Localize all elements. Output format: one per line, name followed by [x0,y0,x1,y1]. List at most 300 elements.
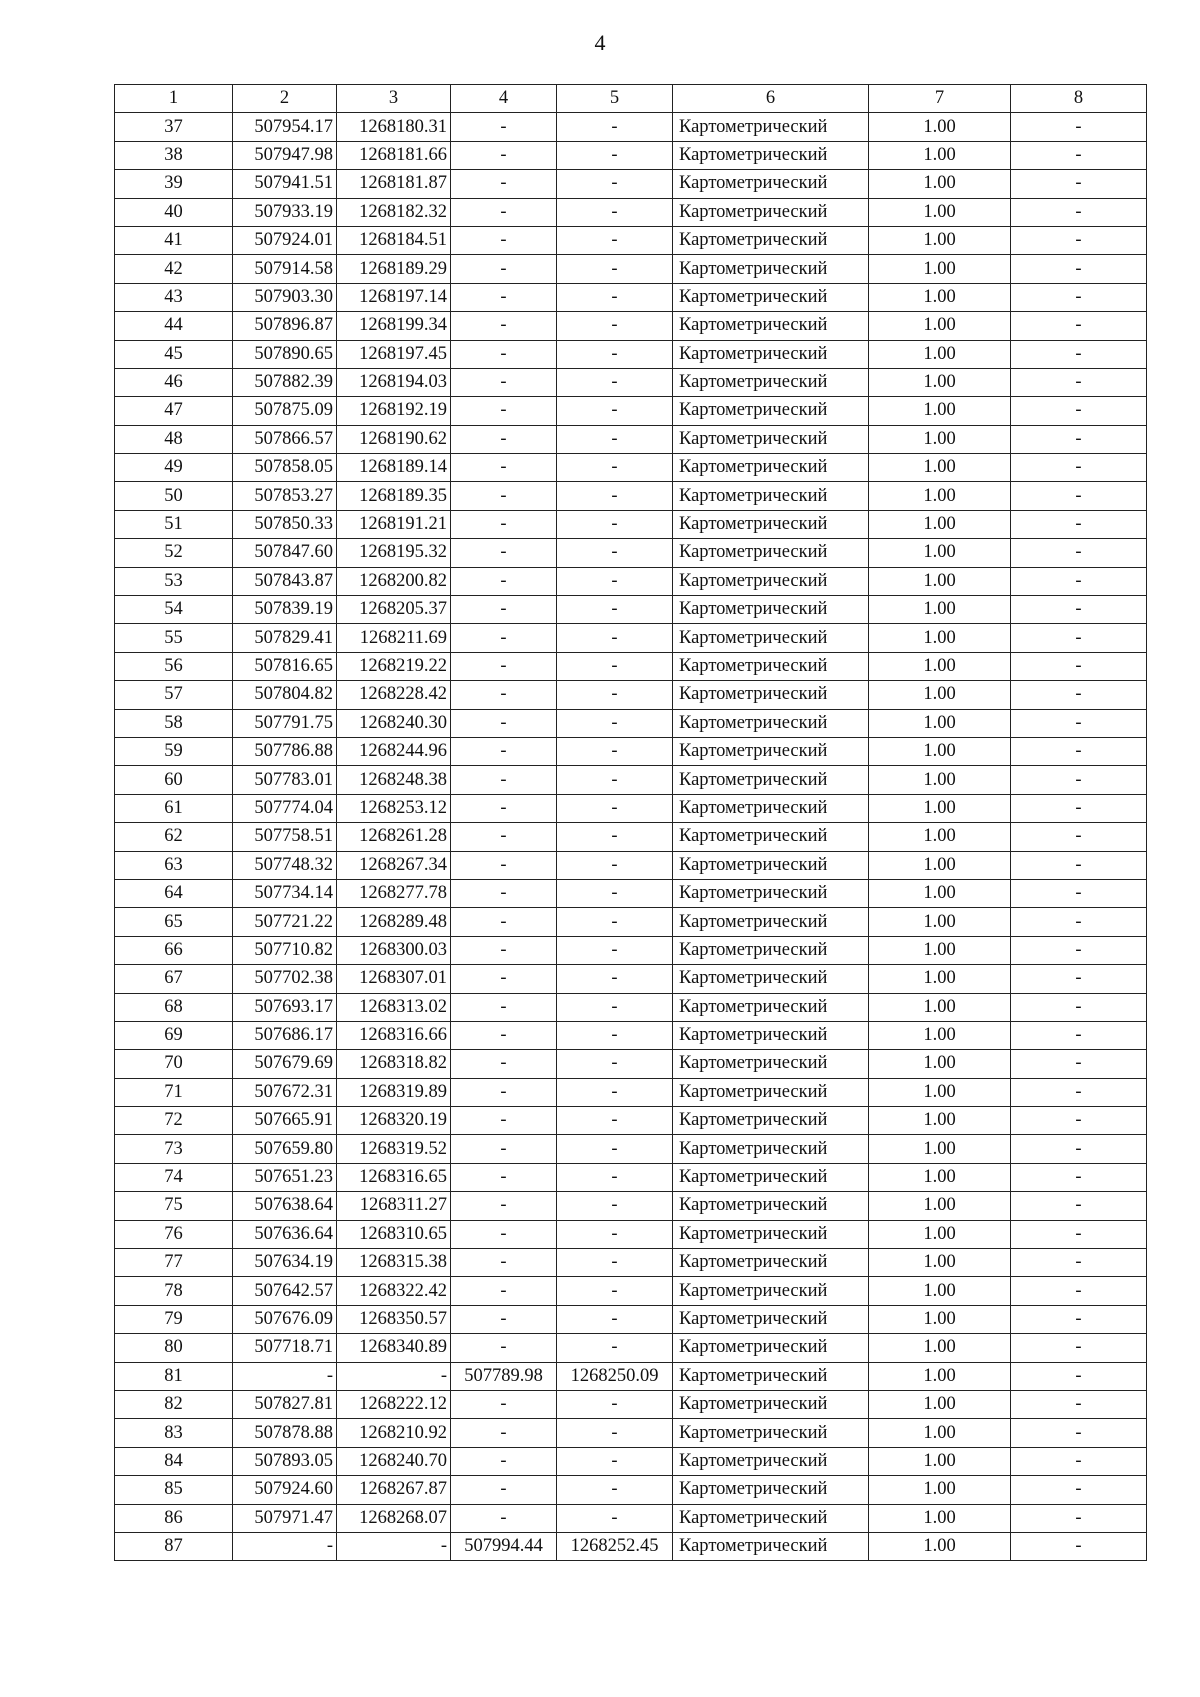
table-cell-col-5: - [557,823,673,851]
table-cell-col-3: 1268200.82 [337,567,451,595]
table-cell-col-6: Картометрический [673,425,869,453]
table-cell-col-5: - [557,1050,673,1078]
table-cell-col-5: - [557,965,673,993]
table-cell-col-3: 1268205.37 [337,596,451,624]
table-cell-col-2: 507853.27 [233,482,337,510]
table-cell-col-6: Картометрический [673,1050,869,1078]
table-cell-col-5: 1268250.09 [557,1362,673,1390]
table-row [115,1390,1147,1418]
table-cell-col-7: 1.00 [869,908,1011,936]
table-cell-col-6: Картометрический [673,255,869,283]
table-cell-col-4: - [451,397,557,425]
table-cell-col-5: - [557,454,673,482]
table-cell-col-8: - [1011,709,1147,737]
table-cell-col-8: - [1011,1419,1147,1447]
table-cell-col-6: Картометрический [673,596,869,624]
table-cell-col-7: 1.00 [869,226,1011,254]
table-cell-col-2: 507829.41 [233,624,337,652]
table-cell-col-2: 507971.47 [233,1504,337,1532]
table-cell-col-6: Картометрический [673,766,869,794]
table-cell-col-5: - [557,198,673,226]
table-cell-col-7: 1.00 [869,965,1011,993]
table-cell-col-2: 507893.05 [233,1447,337,1475]
table-cell-col-4: - [451,1135,557,1163]
table-cell-col-2: 507702.38 [233,965,337,993]
column-header-4: 4 [451,85,557,113]
table-cell-col-7: 1.00 [869,596,1011,624]
table-cell-col-2: 507933.19 [233,198,337,226]
table-cell-col-6: Картометрический [673,652,869,680]
table-cell-col-8: - [1011,454,1147,482]
table-cell-col-5: - [557,255,673,283]
table-cell-col-1: 41 [115,226,233,254]
table-cell-col-5: - [557,1107,673,1135]
table-cell-col-7: 1.00 [869,170,1011,198]
table-cell-col-6: Картометрический [673,482,869,510]
table-cell-col-3: 1268189.29 [337,255,451,283]
table-cell-col-1: 65 [115,908,233,936]
table-cell-col-2: 507686.17 [233,1021,337,1049]
table-cell-col-5: - [557,1476,673,1504]
table-cell-col-1: 44 [115,312,233,340]
table-cell-col-2: 507651.23 [233,1163,337,1191]
table-body [115,113,1147,1561]
table-cell-col-2: 507758.51 [233,823,337,851]
table-cell-col-4: - [451,226,557,254]
table-cell-col-7: 1.00 [869,1362,1011,1390]
table-cell-col-3: 1268240.30 [337,709,451,737]
table-row [115,823,1147,851]
table-cell-col-2: 507903.30 [233,283,337,311]
table-row [115,567,1147,595]
table-cell-col-4: - [451,283,557,311]
table-cell-col-4: - [451,624,557,652]
table-cell-col-8: - [1011,397,1147,425]
table-cell-col-6: Картометрический [673,198,869,226]
table-row [115,993,1147,1021]
table-cell-col-2: 507850.33 [233,510,337,538]
table-row [115,312,1147,340]
table-cell-col-2: 507638.64 [233,1192,337,1220]
table-cell-col-3: 1268320.19 [337,1107,451,1135]
table-cell-col-6: Картометрический [673,1504,869,1532]
table-row [115,965,1147,993]
table-cell-col-4: - [451,1447,557,1475]
table-cell-col-4: - [451,454,557,482]
table-row [115,226,1147,254]
table-cell-col-4: - [451,141,557,169]
table-cell-col-8: - [1011,539,1147,567]
table-cell-col-5: - [557,1249,673,1277]
table-cell-col-1: 79 [115,1305,233,1333]
table-cell-col-4: - [451,936,557,964]
table-cell-col-6: Картометрический [673,454,869,482]
table-cell-col-8: - [1011,283,1147,311]
table-cell-col-4: - [451,1107,557,1135]
table-cell-col-6: Картометрический [673,510,869,538]
table-cell-col-1: 87 [115,1532,233,1560]
table-cell-col-7: 1.00 [869,397,1011,425]
table-cell-col-4: - [451,737,557,765]
table-cell-col-8: - [1011,1504,1147,1532]
table-cell-col-7: 1.00 [869,1305,1011,1333]
table-cell-col-6: Картометрический [673,681,869,709]
table-row [115,1163,1147,1191]
table-cell-col-4: - [451,993,557,1021]
table-cell-col-3: 1268195.32 [337,539,451,567]
table-cell-col-7: 1.00 [869,936,1011,964]
table-cell-col-8: - [1011,965,1147,993]
table-cell-col-4: - [451,908,557,936]
table-cell-col-7: 1.00 [869,737,1011,765]
table-cell-col-7: 1.00 [869,624,1011,652]
table-cell-col-2: - [233,1532,337,1560]
table-cell-col-3: 1268219.22 [337,652,451,680]
table-cell-col-1: 50 [115,482,233,510]
table-cell-col-4: - [451,1050,557,1078]
table-cell-col-3: - [337,1532,451,1560]
table-cell-col-4: - [451,1305,557,1333]
table-cell-col-8: - [1011,312,1147,340]
table-cell-col-4: 507994.44 [451,1532,557,1560]
table-row [115,681,1147,709]
table-cell-col-7: 1.00 [869,794,1011,822]
table-row [115,1419,1147,1447]
page-number: 4 [594,30,606,55]
table-cell-col-1: 83 [115,1419,233,1447]
table-cell-col-2: 507816.65 [233,652,337,680]
table-cell-col-7: 1.00 [869,851,1011,879]
table-cell-col-8: - [1011,1532,1147,1560]
table-cell-col-1: 68 [115,993,233,1021]
table-cell-col-8: - [1011,823,1147,851]
table-cell-col-1: 42 [115,255,233,283]
table-cell-col-3: 1268313.02 [337,993,451,1021]
table-cell-col-6: Картометрический [673,1192,869,1220]
coordinates-table [114,84,1147,1561]
table-cell-col-1: 82 [115,1390,233,1418]
table-cell-col-1: 67 [115,965,233,993]
table-cell-col-2: 507843.87 [233,567,337,595]
table-cell-col-1: 61 [115,794,233,822]
table-cell-col-3: 1268350.57 [337,1305,451,1333]
table-row [115,596,1147,624]
table-cell-col-3: 1268253.12 [337,794,451,822]
table-cell-col-7: 1.00 [869,1021,1011,1049]
table-cell-col-6: Картометрический [673,908,869,936]
table-cell-col-4: - [451,113,557,141]
table-cell-col-3: 1268310.65 [337,1220,451,1248]
table-cell-col-8: - [1011,908,1147,936]
table-cell-col-2: 507866.57 [233,425,337,453]
table-cell-col-3: 1268191.21 [337,510,451,538]
table-cell-col-6: Картометрический [673,709,869,737]
table-cell-col-1: 80 [115,1334,233,1362]
table-cell-col-3: 1268194.03 [337,368,451,396]
table-cell-col-8: - [1011,1362,1147,1390]
table-row [115,1476,1147,1504]
table-row [115,340,1147,368]
table-cell-col-2: 507665.91 [233,1107,337,1135]
table-row [115,709,1147,737]
table-cell-col-7: 1.00 [869,425,1011,453]
table-cell-col-1: 70 [115,1050,233,1078]
table-cell-col-5: - [557,170,673,198]
table-cell-col-7: 1.00 [869,454,1011,482]
table-cell-col-3: 1268318.82 [337,1050,451,1078]
table-cell-col-3: 1268197.14 [337,283,451,311]
column-header-8: 8 [1011,85,1147,113]
table-cell-col-6: Картометрический [673,879,869,907]
table-cell-col-7: 1.00 [869,1078,1011,1106]
table-cell-col-8: - [1011,567,1147,595]
table-row [115,1078,1147,1106]
table-row [115,1504,1147,1532]
table-cell-col-2: 507914.58 [233,255,337,283]
table-cell-col-1: 53 [115,567,233,595]
coordinates-table-container [114,84,1147,1561]
table-cell-col-3: 1268189.14 [337,454,451,482]
table-cell-col-1: 47 [115,397,233,425]
table-cell-col-4: - [451,1078,557,1106]
table-cell-col-7: 1.00 [869,1504,1011,1532]
table-cell-col-2: 507882.39 [233,368,337,396]
table-row [115,141,1147,169]
table-cell-col-8: - [1011,1021,1147,1049]
table-cell-col-7: 1.00 [869,312,1011,340]
table-cell-col-2: 507858.05 [233,454,337,482]
table-cell-col-8: - [1011,1078,1147,1106]
table-cell-col-8: - [1011,851,1147,879]
table-cell-col-3: 1268319.52 [337,1135,451,1163]
table-cell-col-3: 1268189.35 [337,482,451,510]
table-cell-col-5: - [557,1220,673,1248]
table-cell-col-5: - [557,794,673,822]
table-cell-col-8: - [1011,170,1147,198]
table-row [115,1277,1147,1305]
table-cell-col-4: - [451,709,557,737]
table-row [115,1249,1147,1277]
table-cell-col-8: - [1011,1107,1147,1135]
table-cell-col-5: - [557,709,673,737]
table-cell-col-4: - [451,1163,557,1191]
table-cell-col-3: 1268261.28 [337,823,451,851]
table-cell-col-8: - [1011,1135,1147,1163]
table-cell-col-2: 507718.71 [233,1334,337,1362]
column-header-6: 6 [673,85,869,113]
table-cell-col-1: 52 [115,539,233,567]
table-cell-col-4: - [451,567,557,595]
table-row [115,1220,1147,1248]
table-cell-col-3: 1268228.42 [337,681,451,709]
table-cell-col-7: 1.00 [869,1390,1011,1418]
table-cell-col-1: 75 [115,1192,233,1220]
table-cell-col-7: 1.00 [869,766,1011,794]
table-cell-col-6: Картометрический [673,1135,869,1163]
table-cell-col-3: 1268319.89 [337,1078,451,1106]
table-cell-col-1: 37 [115,113,233,141]
table-cell-col-2: 507786.88 [233,737,337,765]
table-cell-col-3: 1268190.62 [337,425,451,453]
table-cell-col-3: 1268267.87 [337,1476,451,1504]
table-cell-col-6: Картометрический [673,823,869,851]
table-cell-col-5: - [557,1447,673,1475]
table-cell-col-4: 507789.98 [451,1362,557,1390]
table-cell-col-4: - [451,681,557,709]
table-cell-col-7: 1.00 [869,1135,1011,1163]
table-row [115,1107,1147,1135]
table-cell-col-7: 1.00 [869,1220,1011,1248]
table-cell-col-5: - [557,908,673,936]
table-cell-col-2: - [233,1362,337,1390]
table-cell-col-6: Картометрический [673,312,869,340]
table-cell-col-6: Картометрический [673,1277,869,1305]
table-cell-col-4: - [451,652,557,680]
table-cell-col-8: - [1011,255,1147,283]
table-row [115,794,1147,822]
table-cell-col-8: - [1011,879,1147,907]
table-cell-col-2: 507636.64 [233,1220,337,1248]
table-cell-col-1: 69 [115,1021,233,1049]
table-cell-col-5: - [557,879,673,907]
table-cell-col-6: Картометрический [673,539,869,567]
table-cell-col-7: 1.00 [869,1192,1011,1220]
table-cell-col-3: 1268180.31 [337,113,451,141]
table-cell-col-1: 73 [115,1135,233,1163]
table-cell-col-3: 1268267.34 [337,851,451,879]
table-cell-col-8: - [1011,482,1147,510]
table-cell-col-2: 507954.17 [233,113,337,141]
table-cell-col-6: Картометрический [673,141,869,169]
table-cell-col-4: - [451,1504,557,1532]
table-row [115,454,1147,482]
table-cell-col-3: 1268181.87 [337,170,451,198]
table-cell-col-5: - [557,1390,673,1418]
table-cell-col-8: - [1011,368,1147,396]
table-cell-col-6: Картометрический [673,567,869,595]
table-cell-col-8: - [1011,1192,1147,1220]
table-cell-col-1: 71 [115,1078,233,1106]
table-cell-col-5: - [557,368,673,396]
table-cell-col-7: 1.00 [869,879,1011,907]
table-cell-col-5: - [557,1078,673,1106]
table-cell-col-1: 85 [115,1476,233,1504]
table-cell-col-2: 507679.69 [233,1050,337,1078]
table-row [115,1532,1147,1560]
table-cell-col-3: 1268277.78 [337,879,451,907]
table-cell-col-4: - [451,879,557,907]
table-cell-col-2: 507774.04 [233,794,337,822]
table-cell-col-6: Картометрический [673,794,869,822]
table-cell-col-4: - [451,198,557,226]
table-cell-col-7: 1.00 [869,993,1011,1021]
table-cell-col-7: 1.00 [869,1050,1011,1078]
table-row [115,936,1147,964]
table-row [115,113,1147,141]
table-cell-col-6: Картометрический [673,965,869,993]
table-cell-col-8: - [1011,425,1147,453]
table-cell-col-5: - [557,1504,673,1532]
table-row [115,368,1147,396]
table-cell-col-1: 39 [115,170,233,198]
table-cell-col-4: - [451,596,557,624]
table-cell-col-6: Картометрический [673,1107,869,1135]
table-cell-col-1: 38 [115,141,233,169]
column-header-2: 2 [233,85,337,113]
table-cell-col-7: 1.00 [869,823,1011,851]
table-cell-col-5: - [557,936,673,964]
table-cell-col-1: 62 [115,823,233,851]
table-row [115,1334,1147,1362]
table-cell-col-5: - [557,1305,673,1333]
table-cell-col-5: - [557,681,673,709]
table-cell-col-4: - [451,510,557,538]
table-cell-col-8: - [1011,226,1147,254]
table-cell-col-3: 1268181.66 [337,141,451,169]
table-cell-col-2: 507659.80 [233,1135,337,1163]
table-cell-col-3: 1268307.01 [337,965,451,993]
table-row [115,198,1147,226]
table-cell-col-1: 55 [115,624,233,652]
table-cell-col-3: 1268184.51 [337,226,451,254]
table-cell-col-4: - [451,340,557,368]
table-cell-col-1: 60 [115,766,233,794]
table-cell-col-4: - [451,170,557,198]
table-cell-col-8: - [1011,993,1147,1021]
table-cell-col-1: 46 [115,368,233,396]
table-cell-col-5: - [557,226,673,254]
table-cell-col-1: 49 [115,454,233,482]
table-cell-col-4: - [451,368,557,396]
table-cell-col-6: Картометрический [673,624,869,652]
table-cell-col-8: - [1011,1277,1147,1305]
table-cell-col-7: 1.00 [869,198,1011,226]
table-cell-col-6: Картометрический [673,1476,869,1504]
table-cell-col-5: - [557,510,673,538]
table-cell-col-2: 507878.88 [233,1419,337,1447]
table-cell-col-1: 64 [115,879,233,907]
table-cell-col-4: - [451,965,557,993]
table-cell-col-4: - [451,766,557,794]
table-cell-col-1: 57 [115,681,233,709]
table-row [115,652,1147,680]
table-cell-col-4: - [451,823,557,851]
table-cell-col-7: 1.00 [869,709,1011,737]
table-cell-col-3: 1268192.19 [337,397,451,425]
table-cell-col-7: 1.00 [869,1249,1011,1277]
table-cell-col-3: 1268289.48 [337,908,451,936]
table-cell-col-3: 1268268.07 [337,1504,451,1532]
table-cell-col-3: 1268300.03 [337,936,451,964]
table-cell-col-6: Картометрический [673,1163,869,1191]
table-cell-col-2: 507791.75 [233,709,337,737]
table-cell-col-6: Картометрический [673,1532,869,1560]
table-row [115,1135,1147,1163]
table-header-row [115,85,1147,113]
table-cell-col-4: - [451,1390,557,1418]
table-cell-col-3: 1268197.45 [337,340,451,368]
table-row [115,539,1147,567]
table-row [115,425,1147,453]
table-cell-col-2: 507896.87 [233,312,337,340]
table-cell-col-6: Картометрический [673,1021,869,1049]
table-cell-col-2: 507710.82 [233,936,337,964]
table-cell-col-5: - [557,1334,673,1362]
table-cell-col-4: - [451,1220,557,1248]
table-cell-col-6: Картометрический [673,737,869,765]
table-cell-col-8: - [1011,1476,1147,1504]
table-cell-col-6: Картометрический [673,1447,869,1475]
